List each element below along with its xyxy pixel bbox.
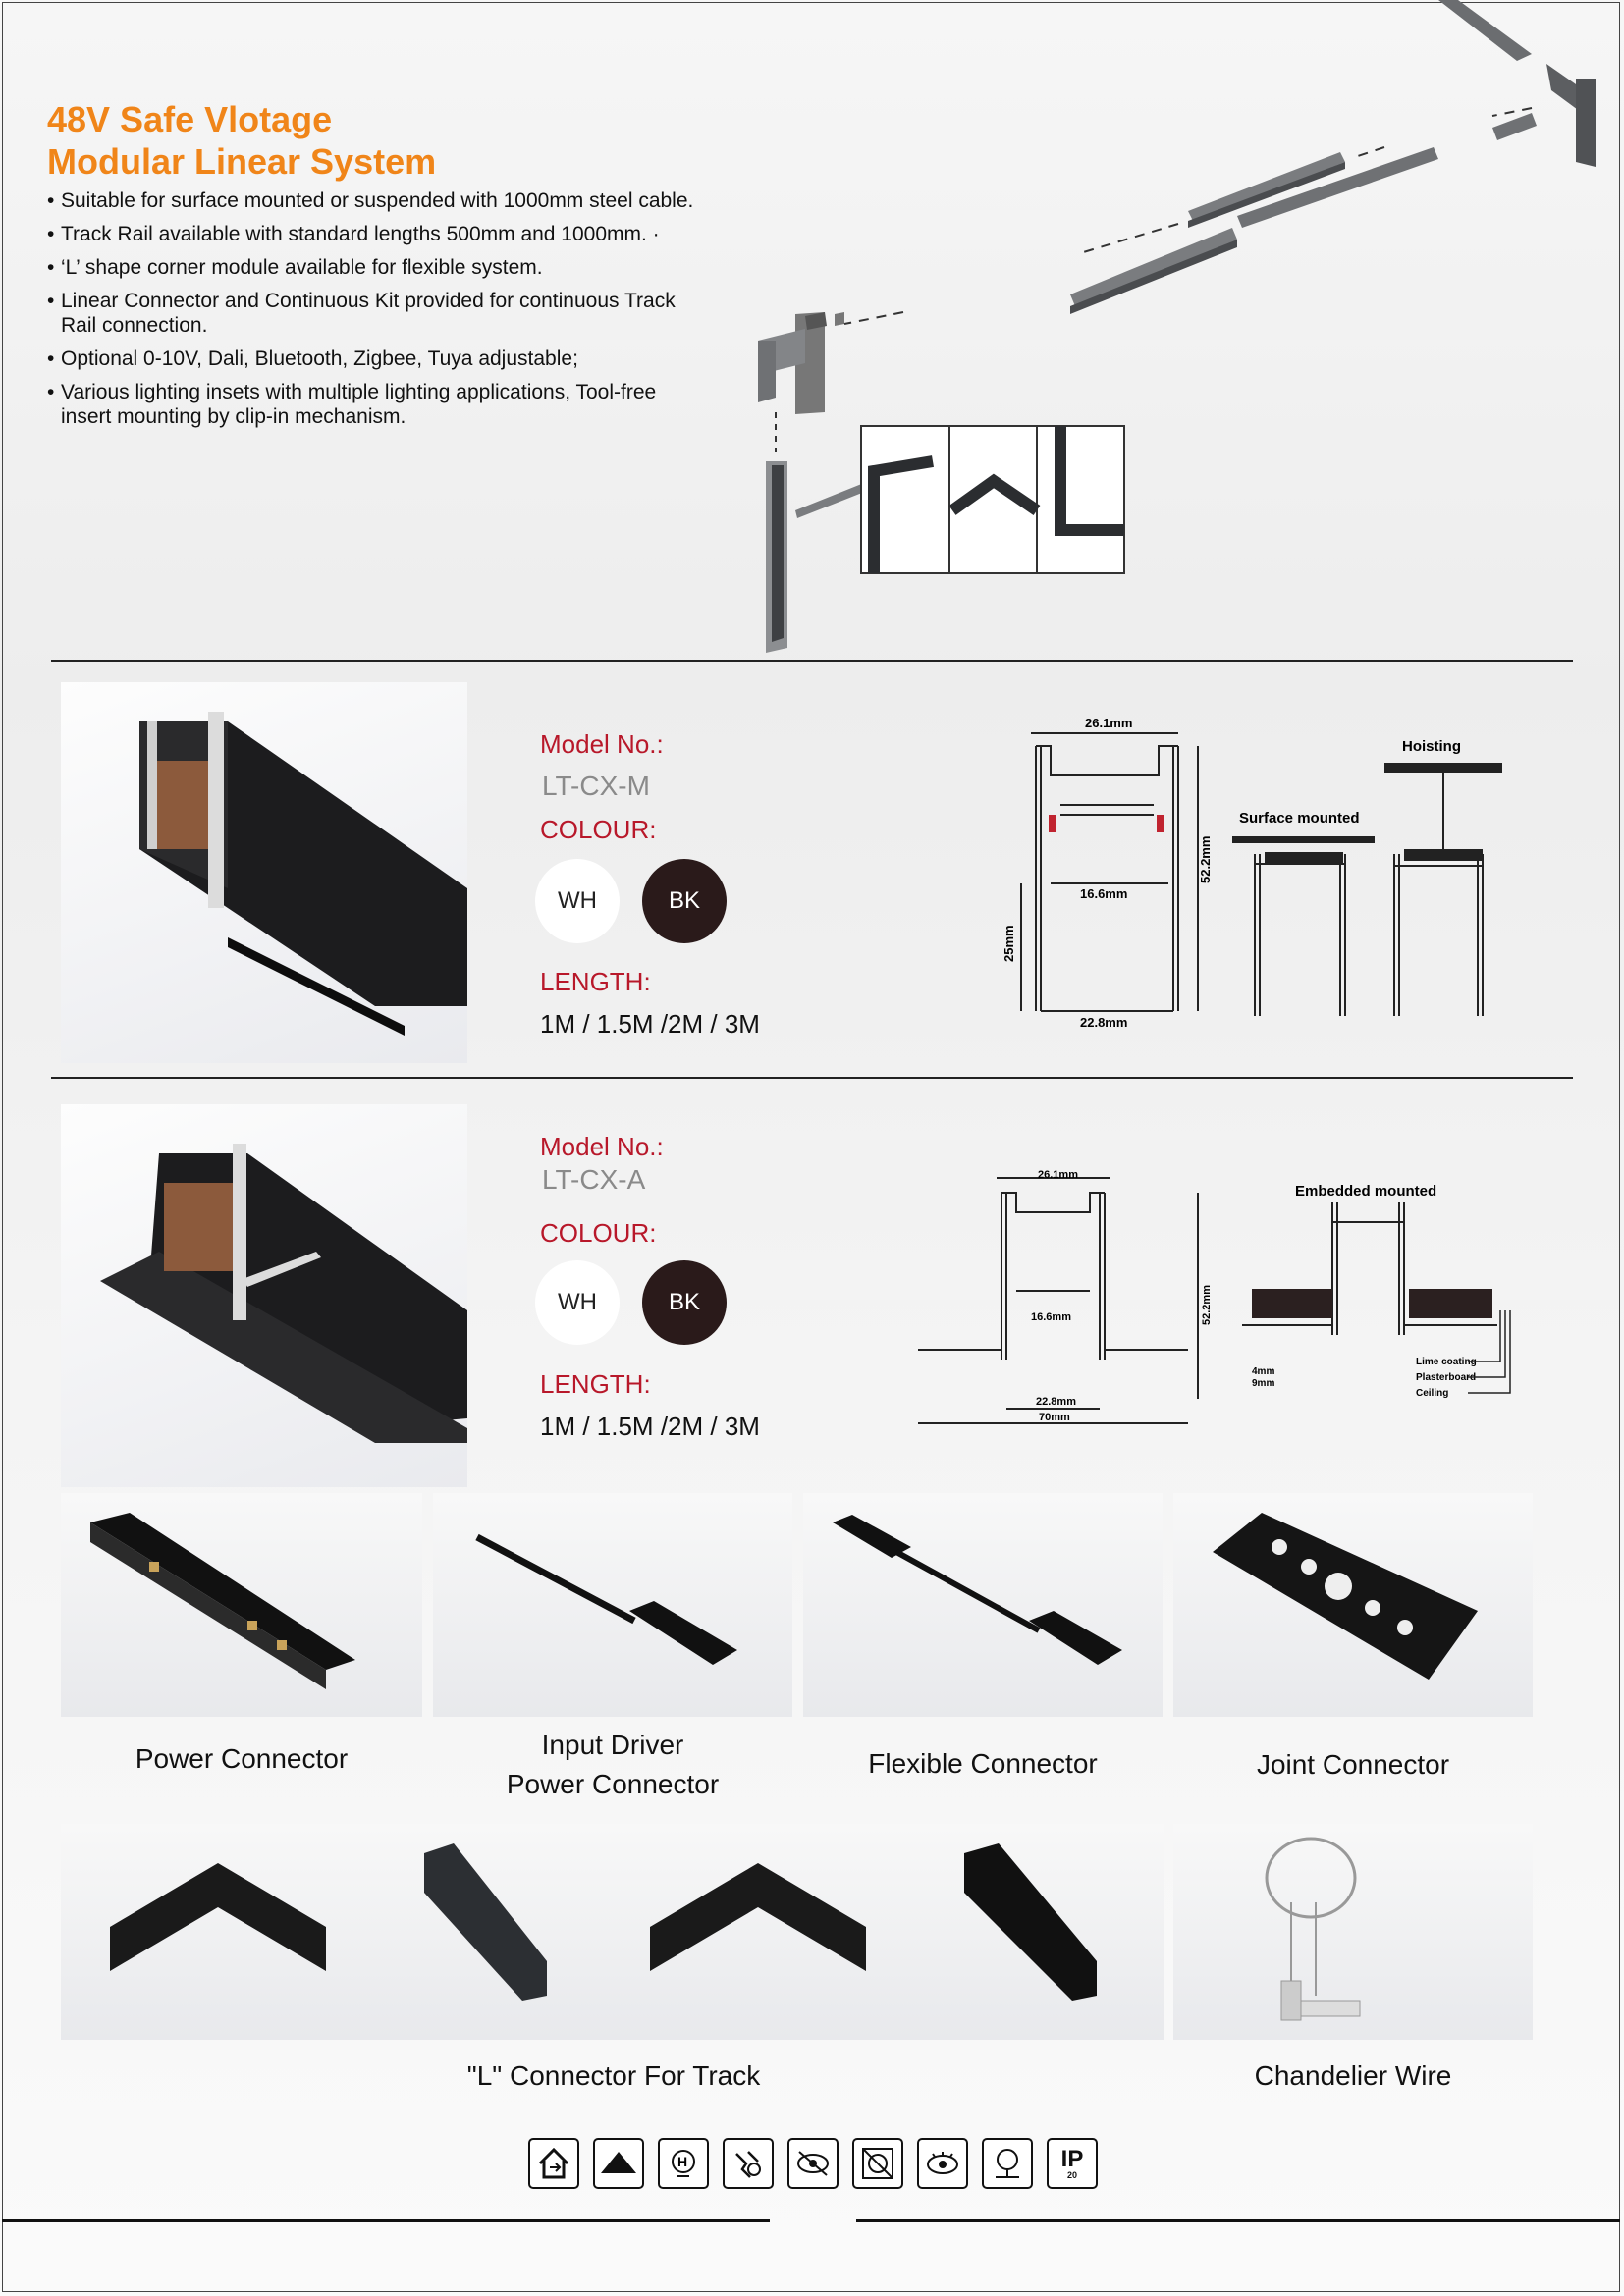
layer-plasterboard: Plasterboard (1416, 1372, 1477, 1383)
title-line-2: Modular Linear System (47, 141, 437, 182)
section-divider (51, 660, 1573, 662)
corner-inset-images (861, 426, 1124, 573)
length-label: LENGTH: (540, 1369, 651, 1399)
embedded-mounted-label: Embedded mounted (1295, 1183, 1437, 1200)
track-profile-render (61, 682, 467, 1063)
svg-text:H: H (677, 2154, 688, 2169)
feature-item: • Optional 0-10V, Dali, Bluetooth, Zigbee, Tuya adjustable; (47, 347, 754, 371)
feature-item: • Track Rail available with standard lengths 500mm and 1000mm. · (47, 222, 754, 246)
dim-bottom: 22.8mm (1080, 1015, 1128, 1030)
eye-care-icon (917, 2138, 968, 2189)
chandelier-wire-image (1173, 1824, 1533, 2040)
accessory-caption (1173, 1745, 1533, 1785)
chandelier-wire-render (1173, 1824, 1533, 2040)
technical-drawing-lt-cx-m (992, 707, 1522, 1041)
dim-inner: 16.6mm (1031, 1311, 1071, 1323)
accessory-caption (61, 1739, 422, 1779)
input-driver-render (433, 1493, 792, 1717)
hoisting-label: Hoisting (1402, 738, 1461, 755)
accessory-caption (433, 1726, 792, 1804)
dim-inner: 16.6mm (1080, 886, 1128, 901)
model-number: LT-CX-M (542, 771, 650, 801)
no-uv-icon (787, 2138, 839, 2189)
feature-item: • Linear Connector and Continuous Kit provided for continuous Track Rail connection. (47, 289, 689, 338)
colour-swatch-wh: WH (535, 1260, 620, 1345)
page-title (47, 98, 436, 183)
caption-line: Power Connector (135, 1743, 349, 1774)
layer-lime-coating: Lime coating (1416, 1357, 1477, 1367)
length-options: 1M / 1.5M /2M / 3M (540, 1009, 760, 1039)
length-options: 1M / 1.5M /2M / 3M (540, 1412, 760, 1441)
accessory-image-flexible-connector (803, 1493, 1163, 1717)
flexible-connector-render (803, 1493, 1163, 1717)
colour-swatch-wh: WH (535, 859, 620, 943)
title-line-1: 48V Safe Vlotage (47, 99, 333, 139)
caption-line: Input Driver (541, 1730, 684, 1760)
l-connector-caption: "L" Connector For Track (466, 2060, 761, 2091)
colour-swatch-bk: BK (642, 859, 727, 943)
lamp-icon (982, 2138, 1033, 2189)
dim-a: 4mm (1252, 1366, 1275, 1377)
footer-rule-right (856, 2219, 1620, 2222)
caption-line: Flexible Connector (868, 1748, 1098, 1779)
model-label: Model No.: (540, 729, 664, 759)
surface-mounted-label: Surface mounted (1239, 810, 1360, 827)
feature-item: • Suitable for surface mounted or suspended with 1000mm steel cable. (47, 188, 754, 213)
length-label: LENGTH: (540, 967, 651, 996)
dim-width-top: 26.1mm (1038, 1169, 1078, 1181)
colour-label: COLOUR: (540, 1218, 657, 1248)
ceiling-icon (593, 2138, 644, 2189)
l-connector-renders (61, 1824, 1164, 2040)
layer-ceiling: Ceiling (1416, 1388, 1449, 1399)
l-connector-images (61, 1824, 1164, 2040)
technical-drawing-lt-cx-a (913, 1163, 1522, 1433)
accessory-image-power-connector (61, 1493, 422, 1717)
dim-width-top: 26.1mm (1085, 716, 1133, 730)
dim-height: 52.2mm (1198, 835, 1213, 883)
power-connector-render (61, 1493, 422, 1717)
dim-side: 25mm (1001, 925, 1016, 962)
colour-label: COLOUR: (540, 815, 657, 844)
feature-list (47, 188, 754, 438)
accessory-caption (803, 1744, 1163, 1784)
model-label: Model No.: (540, 1132, 664, 1161)
ip20-icon (1047, 2138, 1098, 2189)
footer-rule-left (2, 2219, 770, 2222)
dim-flange: 70mm (1039, 1412, 1070, 1423)
feature-item: • ‘L’ shape corner module available for flexible system. (47, 255, 754, 280)
accessory-image-input-driver (433, 1493, 792, 1717)
track-profile-render (61, 1104, 467, 1487)
feature-item: • Various lighting insets with multiple lighting applications, Tool-free insert mounting by clip-in mechanism. (47, 380, 689, 429)
track-system-illustration (707, 0, 1624, 667)
accessory-image-joint-connector (1173, 1493, 1533, 1717)
chandelier-caption: Chandelier Wire (1254, 2060, 1452, 2091)
no-ir-icon (852, 2138, 903, 2189)
plug-icon (723, 2138, 774, 2189)
halogen-free-icon (658, 2138, 709, 2189)
caption-line: Power Connector (506, 1769, 720, 1799)
indoor-icon (528, 2138, 579, 2189)
joint-connector-render (1173, 1493, 1533, 1717)
section-divider (51, 1077, 1573, 1079)
caption-line: Joint Connector (1256, 1749, 1450, 1780)
ip-rating: 20 (1066, 2169, 1077, 2180)
product-image-lt-cx-a (61, 1104, 467, 1487)
colour-swatch-bk: BK (642, 1260, 727, 1345)
product-image-lt-cx-m (61, 682, 467, 1063)
dim-bottom: 22.8mm (1036, 1396, 1076, 1408)
dim-b: 9mm (1252, 1378, 1275, 1389)
model-number: LT-CX-A (542, 1164, 646, 1195)
ip-label: IP (1060, 2145, 1084, 2172)
dim-height: 52.2mm (1201, 1285, 1213, 1325)
